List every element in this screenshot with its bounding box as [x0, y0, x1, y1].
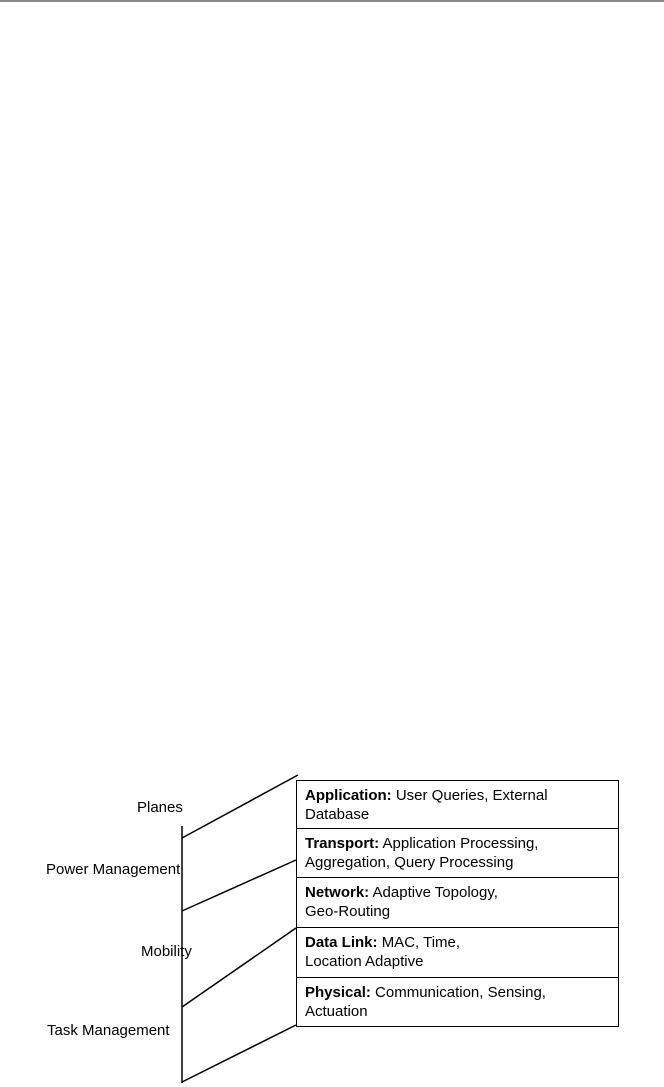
layer-data-link-desc2: Location Adaptive [305, 953, 424, 970]
layer-transport-line1 [305, 834, 610, 853]
layer-transport-desc1: Application Processing, [382, 835, 539, 852]
layer-application-name: Application: [305, 787, 392, 804]
connector-line-2 [182, 860, 296, 911]
layer-data-link-line1 [305, 933, 610, 952]
layer-application-line1 [305, 786, 610, 805]
plane-power-management: Power Management [46, 861, 181, 878]
layer-transport [296, 828, 619, 878]
connector-line-1 [182, 775, 298, 838]
layer-physical-line1 [305, 983, 610, 1002]
layer-network-line1 [305, 883, 610, 902]
layer-physical-desc2: Actuation [305, 1003, 368, 1020]
layer-application-desc2: Database [305, 806, 370, 823]
connector-line-3 [182, 928, 296, 1007]
layer-data-link-name: Data Link: [305, 934, 378, 951]
layer-transport-desc2: Aggregation, Query Processing [305, 854, 514, 871]
layer-physical-desc1: Communication, Sensing, [375, 984, 546, 1001]
layer-network-desc1: Adaptive Topology, [372, 884, 498, 901]
plane-mobility: Mobility [141, 943, 192, 960]
layer-network-name: Network: [305, 884, 370, 901]
layer-data-link [296, 927, 619, 978]
connector-line-4 [182, 1025, 296, 1082]
layer-application-desc1: User Queries, External [395, 787, 548, 804]
layer-application [296, 780, 619, 829]
plane-task-management: Task Management [47, 1022, 170, 1039]
layer-transport-name: Transport: [305, 835, 380, 852]
layer-network-desc2: Geo-Routing [305, 903, 391, 920]
layer-physical-name: Physical: [305, 984, 371, 1001]
layer-physical [296, 977, 619, 1027]
layer-network [296, 877, 619, 928]
planes-title: Planes [137, 799, 183, 816]
layer-data-link-desc1: MAC, Time, [381, 934, 461, 951]
